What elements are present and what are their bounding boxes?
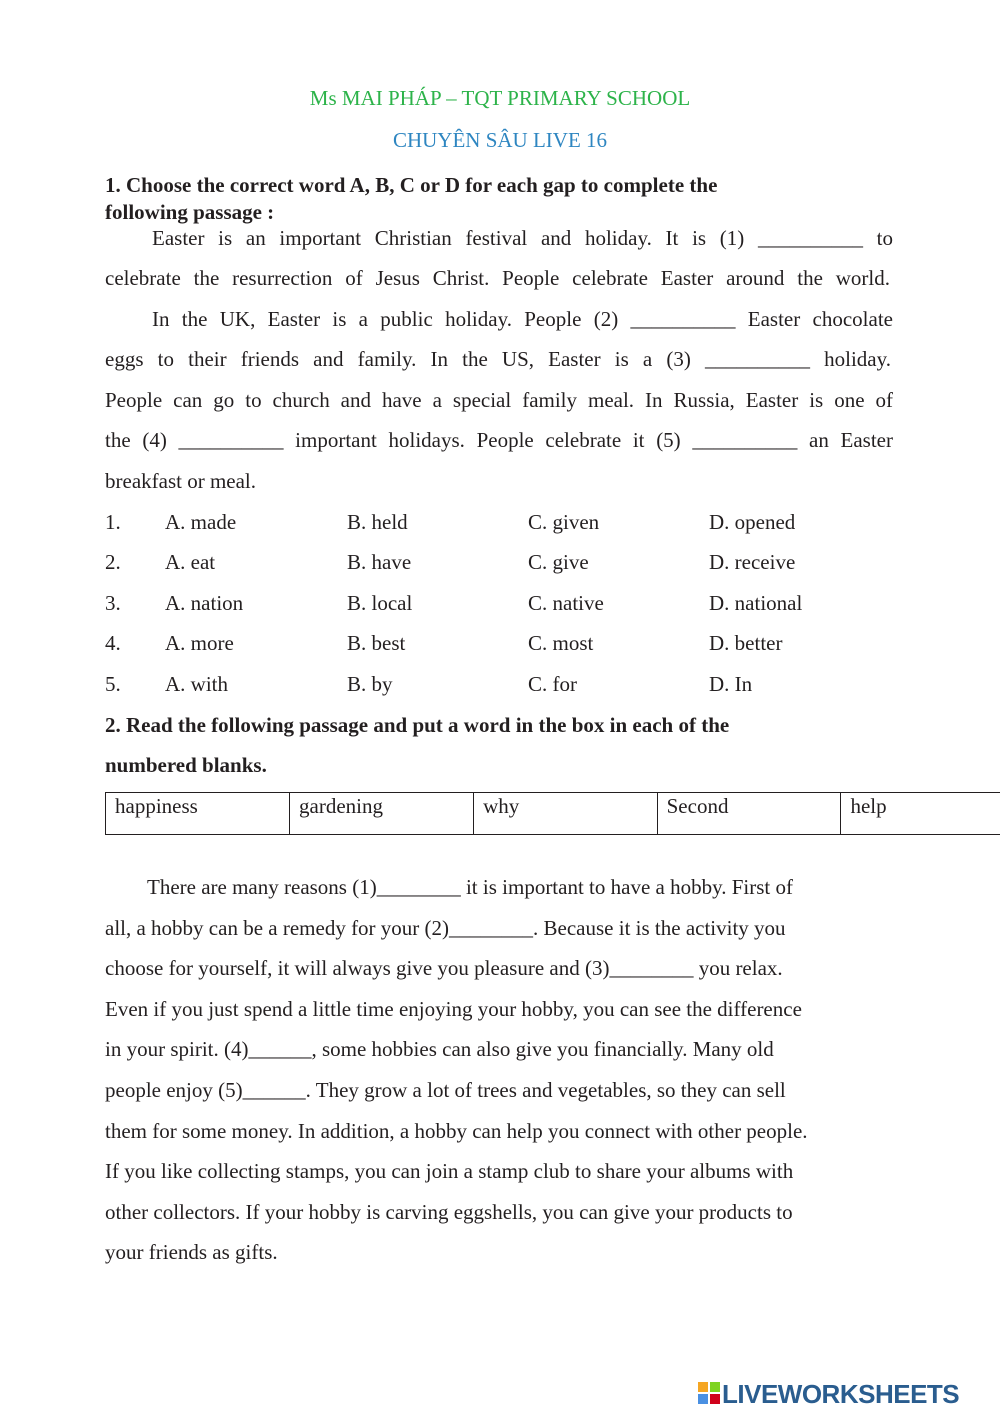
school-header: Ms MAI PHÁP – TQT PRIMARY SCHOOL xyxy=(309,86,691,110)
option-b[interactable]: B. have xyxy=(347,550,412,574)
passage2-line: in your spirit. (4)______, some hobbies can also give you financially. Many old xyxy=(105,1037,774,1061)
option-b[interactable]: B. best xyxy=(347,631,406,655)
option-d[interactable]: D. better xyxy=(709,631,783,655)
question-number: 3. xyxy=(105,591,121,615)
option-d[interactable]: D. national xyxy=(709,591,803,615)
option-c[interactable]: C. for xyxy=(528,672,577,696)
option-c[interactable]: C. most xyxy=(528,631,594,655)
passage2-line: all, a hobby can be a remedy for your (2)________. Because it is the activity you xyxy=(105,916,786,940)
passage1-line: breakfast or meal. xyxy=(105,469,257,493)
passage2-line: If you like collecting stamps, you can join a stamp club to share your albums with xyxy=(105,1159,794,1183)
question-number: 4. xyxy=(105,631,121,655)
option-a[interactable]: A. made xyxy=(165,510,237,534)
worksheet-subtitle: CHUYÊN SÂU LIVE 16 xyxy=(392,128,608,152)
option-row-4 xyxy=(105,630,905,658)
option-a[interactable]: A. nation xyxy=(165,591,244,615)
word-box-item: help xyxy=(841,793,1000,835)
passage1-line: In the UK, Easter is a public holiday. People (2) __________ Easter chocolate xyxy=(152,307,893,331)
passage2-line: your friends as gifts. xyxy=(105,1240,278,1264)
question-number: 2. xyxy=(105,550,121,574)
word-box-item: Second xyxy=(657,793,841,835)
section1-title-line1: 1. Choose the correct word A, B, C or D for each gap to complete the xyxy=(105,173,718,197)
logo-text: LIVEWORKSHEETS xyxy=(722,1379,960,1409)
section2-title-line2: numbered blanks. xyxy=(105,753,267,777)
option-row-2 xyxy=(105,549,905,577)
option-d[interactable]: D. opened xyxy=(709,510,796,534)
passage1-line: Easter is an important Christian festival and holiday. It is (1) __________ to xyxy=(152,226,893,250)
option-b[interactable]: B. held xyxy=(347,510,408,534)
option-c[interactable]: C. native xyxy=(528,591,604,615)
passage2-line: other collectors. If your hobby is carving eggshells, you can give your products to xyxy=(105,1200,793,1224)
option-b[interactable]: B. local xyxy=(347,591,413,615)
option-d[interactable]: D. In xyxy=(709,672,753,696)
passage2-line: Even if you just spend a little time enjoying your hobby, you can see the difference xyxy=(105,997,802,1021)
word-box xyxy=(105,792,1000,835)
passage1-line: eggs to their friends and family. In the US, Easter is a (3) __________ holiday. xyxy=(105,347,891,371)
option-c[interactable]: C. give xyxy=(528,550,589,574)
option-d[interactable]: D. receive xyxy=(709,550,796,574)
option-b[interactable]: B. by xyxy=(347,672,393,696)
liveworksheets-logo xyxy=(698,1380,998,1410)
passage1-line: celebrate the resurrection of Jesus Christ. People celebrate Easter around the world. xyxy=(105,266,890,290)
passage1-line: the (4) __________ important holidays. People celebrate it (5) __________ an Easter xyxy=(105,428,893,452)
passage1-line: People can go to church and have a special family meal. In Russia, Easter is one of xyxy=(105,388,893,412)
option-a[interactable]: A. more xyxy=(165,631,234,655)
option-c[interactable]: C. given xyxy=(528,510,600,534)
passage2-line: people enjoy (5)______. They grow a lot of trees and vegetables, so they can sell xyxy=(105,1078,786,1102)
option-row-5 xyxy=(105,671,905,699)
section1-title-line2: following passage : xyxy=(105,200,275,224)
passage2-line: There are many reasons (1)________ it is important to have a hobby. First of xyxy=(147,875,793,899)
passage2-line: them for some money. In addition, a hobby can help you connect with other people. xyxy=(105,1119,808,1143)
word-box-item: gardening xyxy=(290,793,474,835)
passage2-line: choose for yourself, it will always give you pleasure and (3)________ you relax. xyxy=(105,956,783,980)
option-a[interactable]: A. with xyxy=(165,672,228,696)
question-number: 1. xyxy=(105,510,121,534)
option-row-3 xyxy=(105,590,905,618)
option-a[interactable]: A. eat xyxy=(165,550,216,574)
word-box-item: why xyxy=(474,793,658,835)
liveworksheets-logo-icon xyxy=(698,1382,720,1404)
word-box-item: happiness xyxy=(106,793,290,835)
section2-title-line1: 2. Read the following passage and put a word in the box in each of the xyxy=(105,713,730,737)
option-row-1 xyxy=(105,509,905,537)
question-number: 5. xyxy=(105,672,121,696)
